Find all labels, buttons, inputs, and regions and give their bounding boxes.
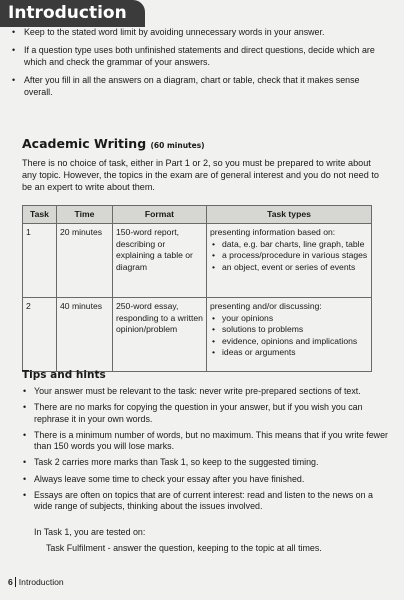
task-fulfilment-line: Task Fulfilment - answer the question, keeping to the topic at all times. bbox=[46, 543, 322, 553]
academic-writing-duration: (60 minutes) bbox=[150, 141, 205, 150]
task-types-list bbox=[210, 239, 368, 274]
intro-bullet-list bbox=[10, 26, 390, 104]
task-type-item: • data, e.g. bar charts, line graph, table bbox=[210, 239, 368, 251]
tip-item: • There are no marks for copying the question in your answer, but if you wish you can rephrase it in your own words. bbox=[22, 402, 388, 425]
header-task: Task bbox=[23, 206, 57, 224]
tip-item: • Task 2 carries more marks than Task 1, so keep to the suggested timing. bbox=[22, 457, 388, 469]
task-types-intro: presenting information based on: bbox=[210, 227, 336, 237]
intro-bullet: • Keep to the stated word limit by avoiding unnecessary words in your answer. bbox=[10, 26, 390, 38]
task-types-list bbox=[210, 313, 368, 359]
format-cell: 150-word report, describing or explaining a table or diagram bbox=[113, 224, 207, 298]
task1-tested-on: In Task 1, you are tested on: bbox=[34, 527, 146, 537]
task-table-header-row bbox=[23, 206, 372, 224]
table-row bbox=[23, 224, 372, 298]
task-cell: 1 bbox=[23, 224, 57, 298]
tips-list bbox=[22, 386, 388, 517]
academic-writing-heading bbox=[22, 136, 205, 151]
header-format: Format bbox=[113, 206, 207, 224]
task-type-item: • solutions to problems bbox=[210, 324, 368, 336]
intro-bullet: • If a question type uses both unfinished statements and direct questions, decide which are which and check the grammar of your answers. bbox=[10, 44, 390, 68]
tip-item: • There is a minimum number of words, but no maximum. This means that if you write fewer than 150 words you will lose marks. bbox=[22, 430, 388, 453]
task-type-item: • a process/procedure in various stages bbox=[210, 250, 368, 262]
footer-section: Introduction bbox=[18, 577, 64, 587]
tip-item: • Always leave some time to check your essay after you have finished. bbox=[22, 474, 388, 486]
task-types-intro: presenting and/or discussing: bbox=[210, 301, 322, 311]
task-cell: 2 bbox=[23, 298, 57, 372]
format-cell: 250-word essay, responding to a written opinion/problem bbox=[113, 298, 207, 372]
time-cell: 40 minutes bbox=[57, 298, 113, 372]
tip-item: • Essays are often on topics that are of current interest: read and listen to the news on a wide range of subjects, thinking about the issues involved. bbox=[22, 490, 388, 513]
footer-divider bbox=[15, 577, 16, 587]
tip-item: • Your answer must be relevant to the task: never write pre-prepared sections of text. bbox=[22, 386, 388, 398]
academic-writing-title: Academic Writing bbox=[22, 136, 147, 151]
task-table bbox=[22, 205, 372, 372]
task-types-cell bbox=[207, 298, 372, 372]
task-type-item: • your opinions bbox=[210, 313, 368, 325]
task-type-item: • evidence, opinions and implications bbox=[210, 336, 368, 348]
task-type-item: • ideas or arguments bbox=[210, 347, 368, 359]
time-cell: 20 minutes bbox=[57, 224, 113, 298]
page-number: 6 bbox=[8, 577, 13, 587]
table-row bbox=[23, 298, 372, 372]
tips-heading: Tips and hints bbox=[22, 369, 106, 381]
task-types-cell bbox=[207, 224, 372, 298]
page-footer bbox=[8, 577, 64, 587]
section-tab: Introduction bbox=[0, 0, 145, 27]
header-task-types: Task types bbox=[207, 206, 372, 224]
academic-writing-intro: There is no choice of task, either in Part 1 or 2, so you must be prepared to write about any topic. However, the topics in the exam are of general interest and you do not need to be an expert to write about them. bbox=[22, 158, 379, 192]
header-time: Time bbox=[57, 206, 113, 224]
intro-bullet: • After you fill in all the answers on a diagram, chart or table, check that it makes sense overall. bbox=[10, 74, 390, 98]
task-type-item: • an object, event or series of events bbox=[210, 262, 368, 274]
